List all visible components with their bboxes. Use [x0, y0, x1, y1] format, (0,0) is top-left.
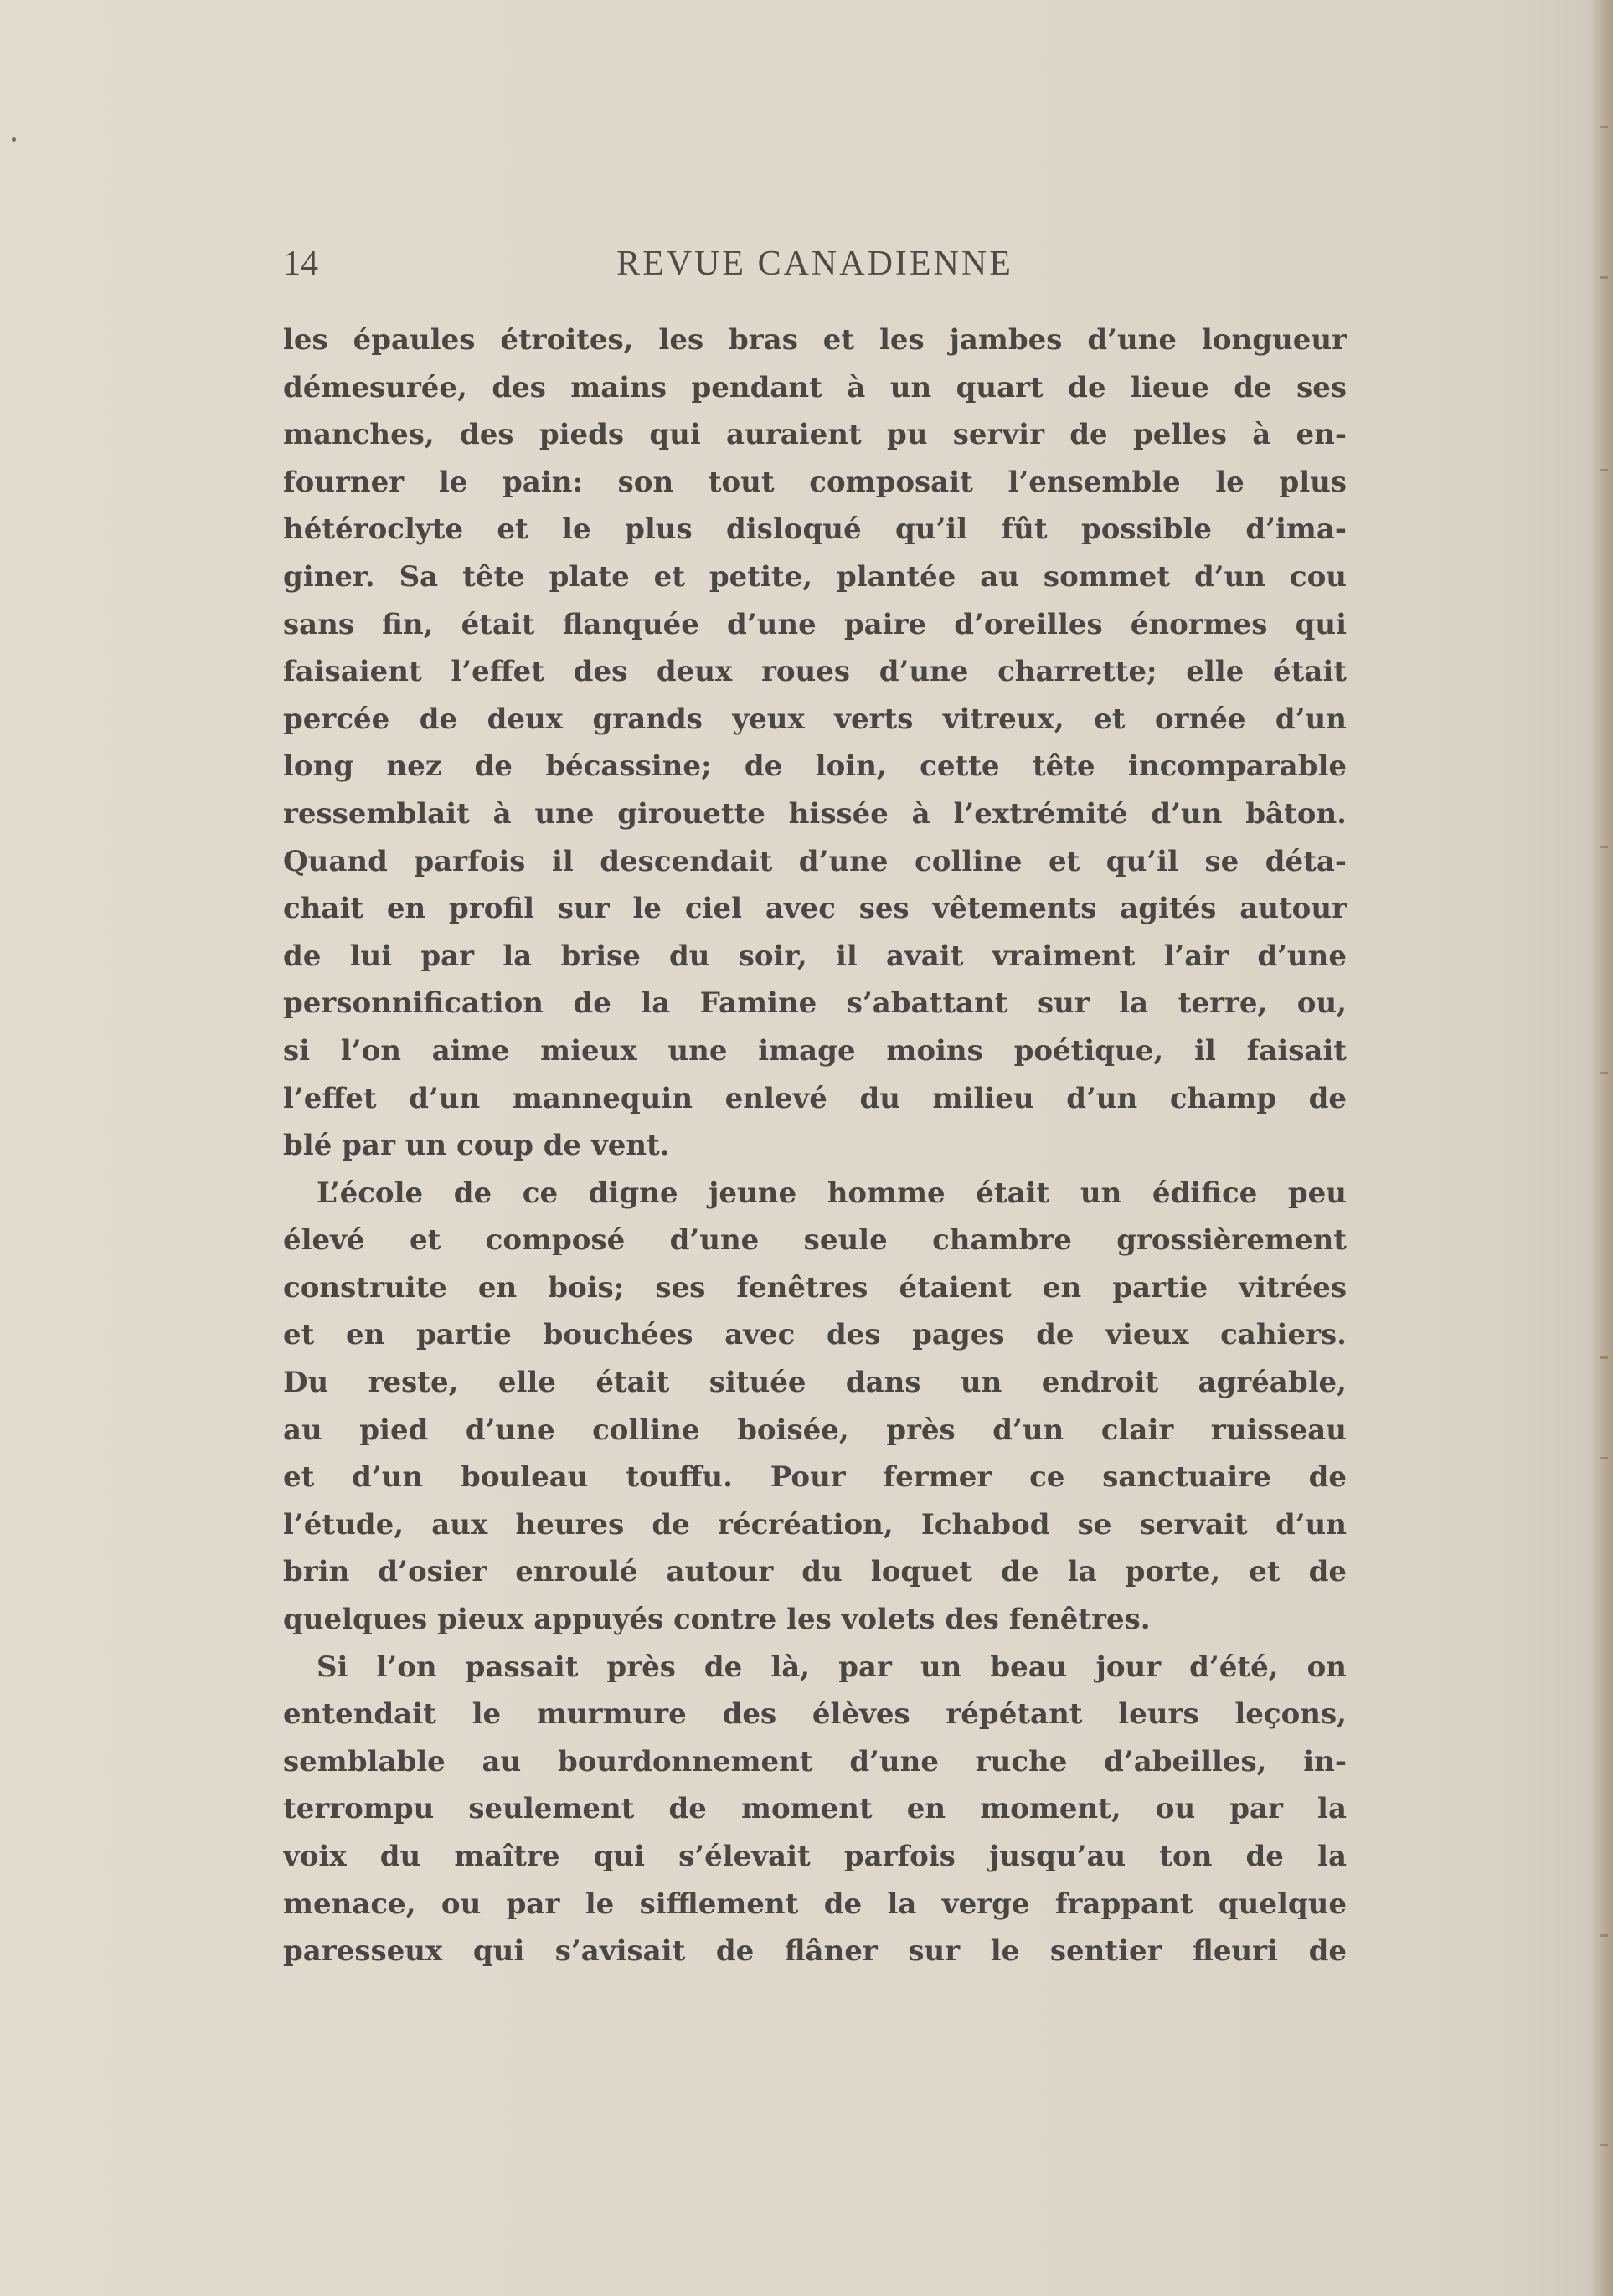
- text-line: si l’on aime mieux une image moins poétique, il faisait: [283, 1033, 1347, 1068]
- edge-mark: [1600, 469, 1608, 471]
- running-head: REVUE CANADIENNE: [616, 245, 1013, 283]
- text-line: fourner le pain: son tout composait l’ensemble le plus: [283, 465, 1347, 499]
- text-line: menace, ou par le sifflement de la verge frappant quelque: [283, 1887, 1347, 1921]
- text-line: et d’un bouleau touffu. Pour fermer ce sanctuaire de: [283, 1460, 1347, 1495]
- text-line: l’effet d’un mannequin enlevé du milieu d’un champ de: [283, 1081, 1347, 1115]
- edge-mark: [1600, 846, 1608, 848]
- page-number: 14: [283, 245, 318, 283]
- text-line: Quand parfois il descendait d’une colline et qu’il se déta-: [283, 844, 1347, 878]
- dust-speck: [12, 137, 16, 142]
- text-line: construite en bois; ses fenêtres étaient en partie vitrées: [283, 1270, 1347, 1305]
- text-line: Du reste, elle était située dans un endroit agréable,: [283, 1366, 1347, 1400]
- text-line: au pied d’une colline boisée, près d’un clair ruisseau: [283, 1413, 1347, 1447]
- text-line: giner. Sa tête plate et petite, plantée au sommet d’un cou: [283, 559, 1347, 594]
- page-edge: [1591, 0, 1613, 2296]
- edge-mark: [1600, 1457, 1608, 1459]
- text-line: de lui par la brise du soir, il avait vraiment l’air d’une: [283, 939, 1347, 973]
- edge-mark: [1600, 126, 1608, 128]
- text-line: ressemblait à une girouette hissée à l’extrémité d’un bâton.: [283, 796, 1347, 831]
- text-line: blé par un coup de vent.: [283, 1129, 670, 1163]
- text-line: Si l’on passait près de là, par un beau jour d’été, on: [317, 1650, 1347, 1684]
- text-line: L’école de ce digne jeune homme était un édifice peu: [317, 1176, 1347, 1210]
- text-line: et en partie bouchées avec des pages de vieux cahiers.: [283, 1318, 1347, 1352]
- text-line: l’étude, aux heures de récréation, Ichabod se servait d’un: [283, 1507, 1347, 1542]
- text-line: brin d’osier enroulé autour du loquet de la porte, et de: [283, 1555, 1347, 1589]
- text-line: chait en profil sur le ciel avec ses vêtements agités autour: [283, 892, 1347, 926]
- edge-mark: [1600, 1072, 1608, 1074]
- text-line: entendait le murmure des élèves répétant leurs leçons,: [283, 1697, 1347, 1732]
- text-line: sans fin, était flanquée d’une paire d’oreilles énormes qui: [283, 607, 1347, 641]
- edge-mark: [1600, 276, 1608, 279]
- text-line: manches, des pieds qui auraient pu servir de pelles à en-: [283, 418, 1347, 452]
- body-text: [283, 317, 1347, 1975]
- text-line: faisaient l’effet des deux roues d’une charrette; elle était: [283, 655, 1347, 689]
- text-line: personnification de la Famine s’abattant sur la terre, ou,: [283, 986, 1347, 1021]
- edge-mark: [1600, 1934, 1608, 1937]
- text-line: démesurée, des mains pendant à un quart de lieue de ses: [283, 370, 1347, 404]
- text-line: semblable au bourdonnement d’une ruche d’abeilles, in-: [283, 1744, 1347, 1779]
- text-line: terrompu seulement de moment en moment, ou par la: [283, 1792, 1347, 1826]
- edge-mark: [1600, 1356, 1608, 1359]
- edge-mark: [1600, 2144, 1608, 2146]
- text-line: percée de deux grands yeux verts vitreux, et ornée d’un: [283, 702, 1347, 736]
- text-line: élevé et composé d’une seule chambre grossièrement: [283, 1223, 1347, 1258]
- text-line: voix du maître qui s’élevait parfois jusqu’au ton de la: [283, 1840, 1347, 1873]
- page-header: [283, 239, 1347, 289]
- text-line: long nez de bécassine; de loin, cette tête incomparable: [283, 749, 1347, 784]
- text-line: quelques pieux appuyés contre les volets des fenêtres.: [283, 1603, 1151, 1637]
- text-line: hétéroclyte et le plus disloqué qu’il fût possible d’ima-: [283, 512, 1347, 547]
- text-line: les épaules étroites, les bras et les jambes d’une longueur: [283, 323, 1347, 357]
- text-line: paresseux qui s’avisait de flâner sur le sentier fleuri de: [283, 1934, 1347, 1969]
